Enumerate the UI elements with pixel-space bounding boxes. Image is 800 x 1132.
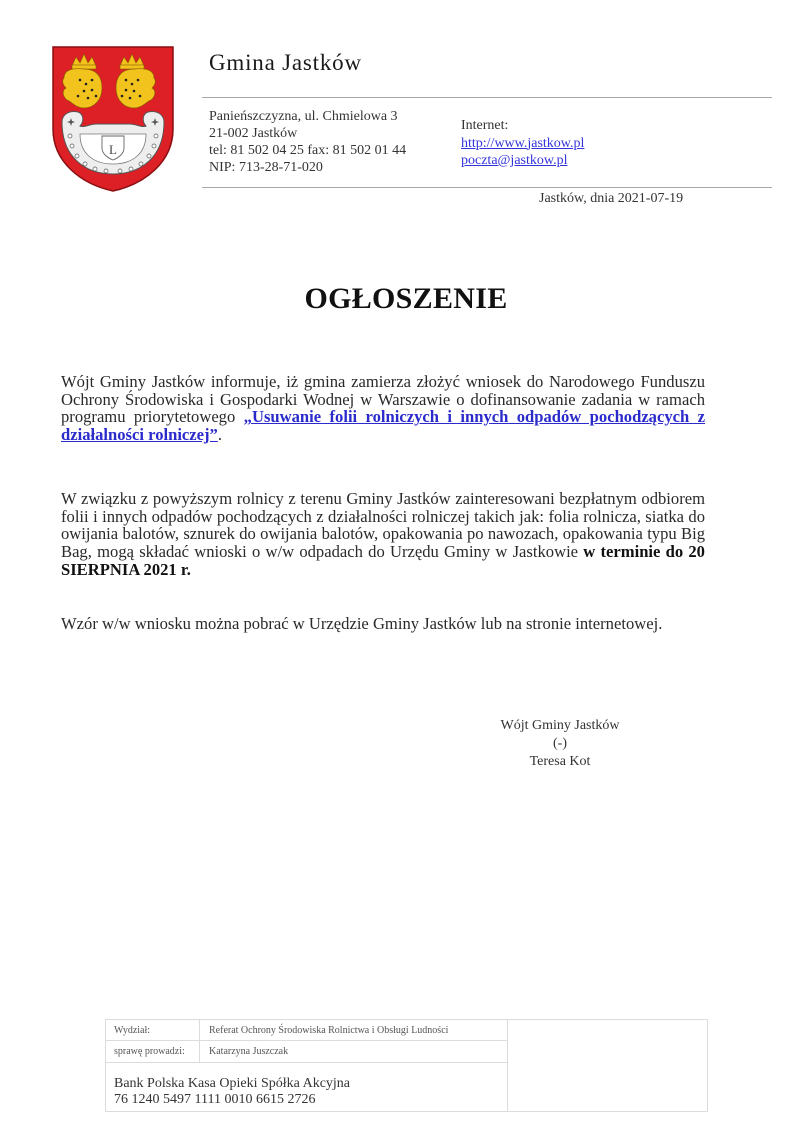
internet-label: Internet: bbox=[461, 118, 509, 133]
paragraph-2 bbox=[61, 490, 705, 579]
address-phone-fax: tel: 81 502 04 25 fax: 81 502 01 44 bbox=[209, 143, 407, 158]
address-nip: NIP: 713-28-71-020 bbox=[209, 160, 323, 175]
signature-title: Wójt Gminy Jastków bbox=[500, 718, 620, 733]
department-value: Referat Ochrony Środowiska Rolnictwa i Obsługi Ludności bbox=[200, 1020, 508, 1041]
signature-block bbox=[460, 717, 660, 771]
address-street: Panieńszczyzna, ul. Chmielowa 3 bbox=[209, 109, 398, 124]
paragraph-3: Wzór w/w wniosku można pobrać w Urzędzie Gminy Jastków lub na stronie internetowej. bbox=[61, 614, 663, 633]
department-label: Wydział: bbox=[106, 1020, 200, 1041]
email-link[interactable]: poczta@jastkow.pl bbox=[461, 153, 568, 168]
document-title: OGŁOSZENIE bbox=[304, 282, 508, 315]
svg-text:L: L bbox=[109, 142, 117, 157]
signature-mark: (-) bbox=[553, 736, 567, 751]
signature-name: Teresa Kot bbox=[529, 754, 591, 769]
deadline-text: w terminie do 20 SIERPNIA 2021 r. bbox=[61, 542, 705, 579]
footer-info-table bbox=[105, 1019, 708, 1112]
header-divider-bottom bbox=[202, 187, 772, 188]
handler-value: Katarzyna Juszczak bbox=[200, 1041, 508, 1063]
paragraph-1-end: . bbox=[217, 425, 223, 445]
bank-account: 76 1240 5497 1111 0010 6615 2726 bbox=[114, 1092, 316, 1107]
coat-of-arms-logo bbox=[50, 44, 176, 194]
address-postal: 21-002 Jastków bbox=[209, 126, 298, 141]
bank-info bbox=[106, 1063, 508, 1111]
header-divider-top bbox=[202, 97, 772, 98]
paragraph-1-text: Wójt Gminy Jastków informuje, iż gmina zamierza złożyć wniosek do Narodowego Funduszu Ochrony Środowiska i Gospodarki Wodnej w Warszawie o dofinansowanie zadania w ramach programu priorytetowego bbox=[61, 372, 705, 427]
bank-name: Bank Polska Kasa Opieki Spółka Akcyjna bbox=[114, 1076, 351, 1091]
footer-empty-cell bbox=[508, 1020, 707, 1111]
paragraph-2-text: W związku z powyższym rolnicy z terenu Gminy Jastków zainteresowani bezpłatnym odbiorem folii i innych odpadów pochodzących z działalności rolniczej takich jak: folia rolnicza, siatka do owijania balotów, sznurek do owijania balotów, opakowania po nawozach, opakowania typu Big Bag, mogą składać wnioski o w/w odpadach do Urzędu Gminy w Jastkowie bbox=[61, 489, 705, 562]
handler-label: sprawę prowadzi: bbox=[106, 1041, 200, 1063]
website-link[interactable]: http://www.jastkow.pl bbox=[461, 135, 585, 151]
organization-name: Gmina Jastków bbox=[209, 50, 362, 75]
paragraph-1 bbox=[61, 373, 705, 444]
address-block bbox=[209, 108, 406, 176]
document-date: Jastków, dnia 2021-07-19 bbox=[539, 191, 684, 206]
internet-block bbox=[461, 117, 584, 170]
program-link[interactable]: „Usuwanie folii rolniczych i innych odpadów pochodzących z działalności rolniczej” bbox=[61, 407, 705, 445]
